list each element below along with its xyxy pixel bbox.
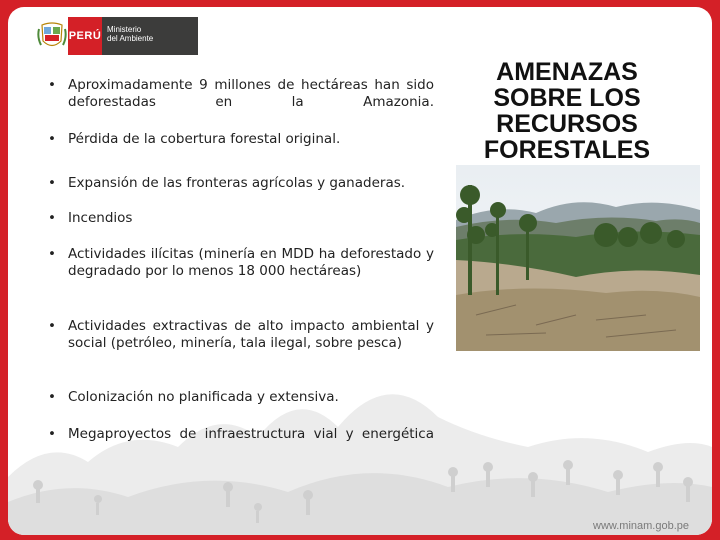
title-line-4: FORESTALES (483, 136, 651, 164)
list-item: • Megaproyectos de infraestructura vial y energética (36, 426, 434, 443)
list-item: • Incendios (36, 210, 434, 227)
logo-ministry (102, 17, 198, 55)
title-line-1: AMENAZAS (496, 58, 638, 86)
list-item: • Actividades ilícitas (minería en MDD ha deforestado y degradado por lo menos 18 000 hectáreas) (36, 246, 434, 280)
slide-title (470, 59, 664, 163)
title-line-2: SOBRE LOS (493, 84, 641, 112)
list-item: • Expansión de las fronteras agrícolas y ganaderas. (36, 175, 434, 192)
deforestation-photo (456, 165, 700, 351)
list-item: • Colonización no planificada y extensiva. (36, 389, 434, 406)
list-item: • Actividades extractivas de alto impacto ambiental y social (petróleo, minería, tala ilegal, sobre pesca) (36, 318, 434, 352)
peru-coat-of-arms-icon (36, 17, 68, 55)
list-item: • Aproximadamente 9 millones de hectáreas han sido deforestadas en la Amazonia. (36, 77, 434, 111)
title-line-3: RECURSOS (496, 110, 638, 138)
logo-ministry-line2: del Ambiente (107, 34, 154, 43)
logo-country: PERÚ (68, 17, 102, 55)
list-item: • Pérdida de la cobertura forestal original. (36, 131, 434, 148)
footer-url: www.minam.gob.pe (593, 520, 689, 532)
logo-ministry-line1: Ministerio (107, 25, 142, 34)
minam-logo (36, 17, 198, 55)
slide-panel (8, 7, 712, 535)
